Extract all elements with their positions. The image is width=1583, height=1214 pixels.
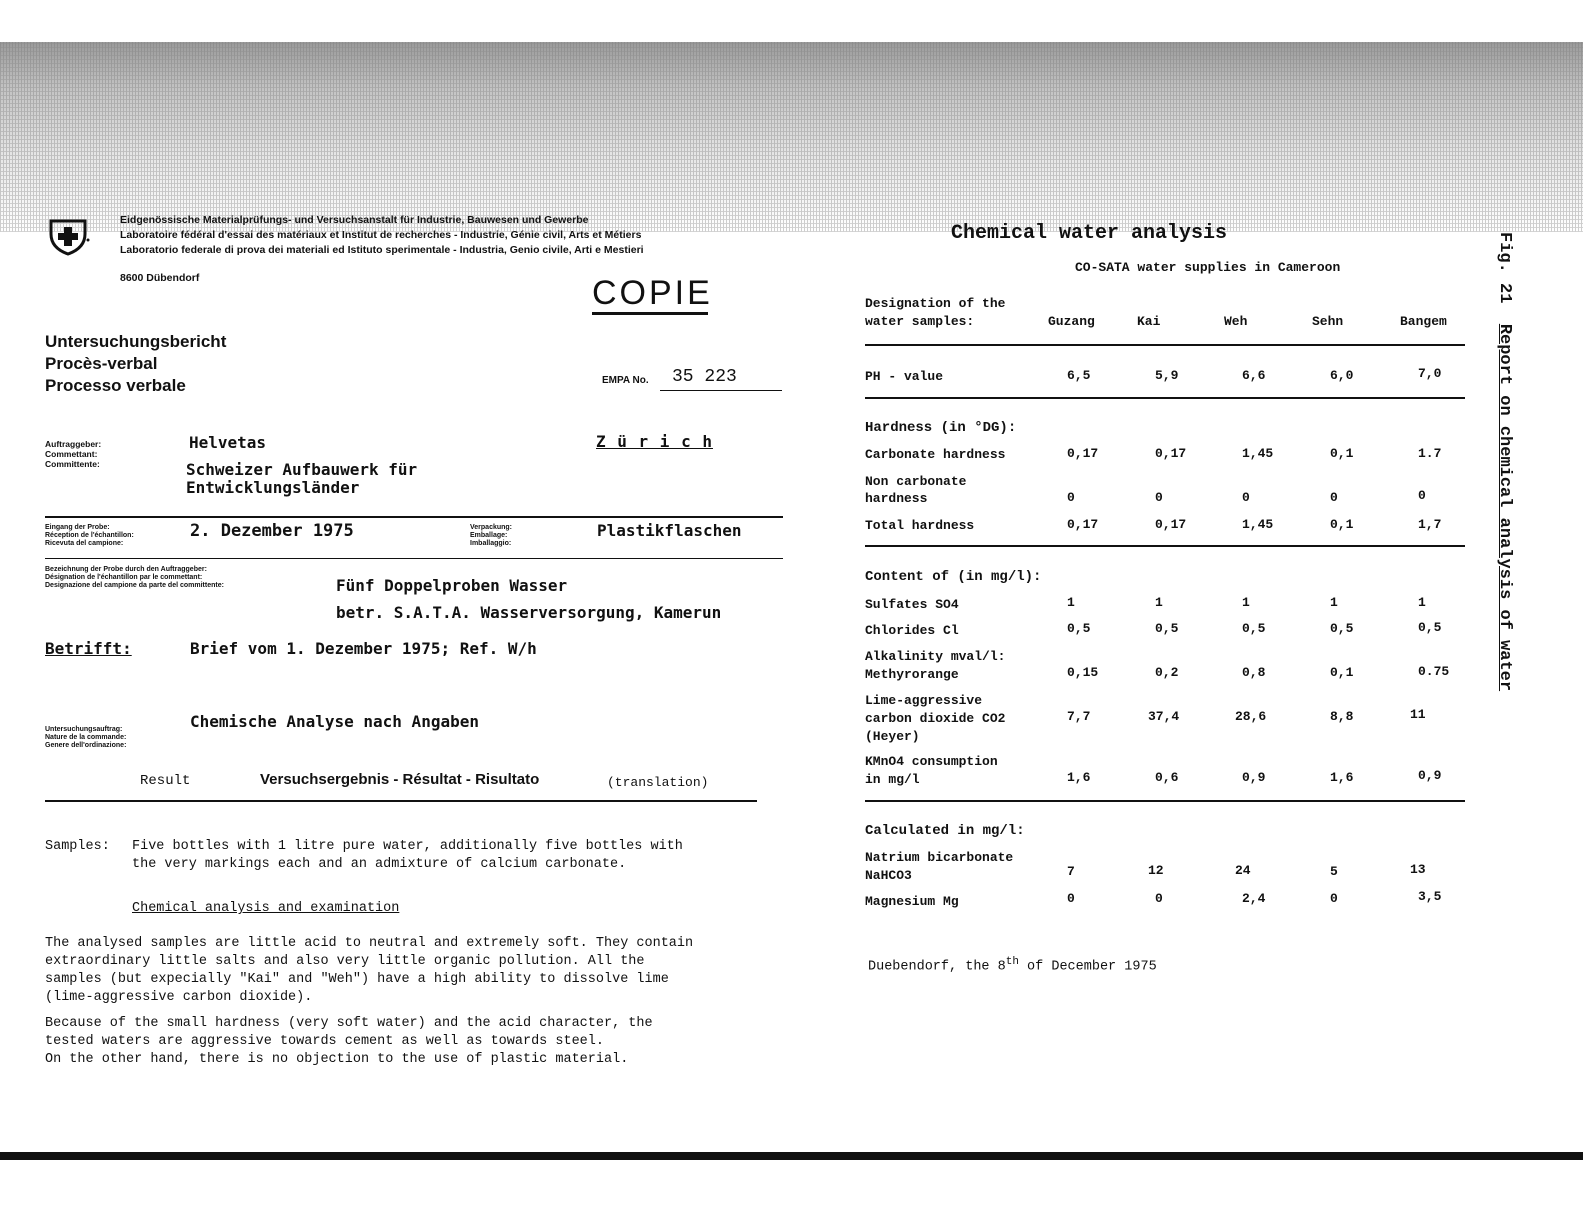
noncarb-label-line2: hardness <box>865 491 928 506</box>
carbonate-value: 0,17 <box>1155 446 1187 461</box>
kmno-value: 0,9 <box>1418 768 1442 783</box>
analysis-footer <box>868 953 1157 977</box>
lime-value: 28,6 <box>1235 709 1267 724</box>
chlorides-label: Chlorides Cl <box>865 623 959 638</box>
lime-value: 11 <box>1410 707 1426 722</box>
scan-noise-texture <box>0 42 1583 232</box>
section-heading: Chemical analysis and examination <box>132 901 400 916</box>
para1-line1: The analysed samples are little acid to neutral and extremely soft. They contain <box>45 936 694 951</box>
natrium-value: 13 <box>1410 862 1426 877</box>
order-value: Chemische Analyse nach Angaben <box>190 712 479 731</box>
sulfates-value: 1 <box>1067 595 1075 610</box>
lime-value: 7,7 <box>1067 709 1091 724</box>
institute-city: 8600 Dübendorf <box>120 272 200 284</box>
institute-line-it: Laboratorio federale di prova dei materiali ed Istituto sperimentale - Industria, Genio civile, Arti e Mestieri <box>120 244 644 256</box>
natrium-value: 12 <box>1148 863 1164 878</box>
natrium-value: 24 <box>1235 863 1251 878</box>
copie-stamp: COPIE <box>592 274 713 312</box>
sulfates-value: 1 <box>1330 595 1338 610</box>
para2-line2: tested waters are aggressive towards cement as well as towards steel. <box>45 1034 604 1049</box>
natrium-value: 5 <box>1330 864 1338 879</box>
alkalinity-value: 0,2 <box>1155 665 1179 680</box>
sulfates-value: 1 <box>1418 595 1426 610</box>
client-city: Z ü r i c h <box>596 432 713 451</box>
sulfates-value: 1 <box>1242 595 1250 610</box>
alkalinity-label-line1: Alkalinity mval/l: <box>865 649 1006 664</box>
natrium-label-line2: NaHCO3 <box>865 868 912 883</box>
carbonate-value: 0,1 <box>1330 446 1354 461</box>
client-label-it: Committente: <box>45 459 100 469</box>
divider-hardness <box>865 545 1465 547</box>
sample-name: Guzang <box>1048 314 1095 329</box>
natrium-value: 7 <box>1067 864 1075 879</box>
lime-label-line3: (Heyer) <box>865 729 920 744</box>
kmno-value: 1,6 <box>1067 770 1091 785</box>
ph-value: 6,6 <box>1242 368 1266 383</box>
para1-line2: extraordinary little salts and also very little organic pollution. All the <box>45 954 645 969</box>
institute-line-de: Eidgenössische Materialprüfungs- und Versuchsanstalt für Industrie, Bauwesen und Gewerbe <box>120 214 589 226</box>
report-title-de: Untersuchungsbericht <box>45 332 227 351</box>
order-label-it: Genere dell'ordinazione: <box>45 742 127 749</box>
carbonate-value: 1,45 <box>1242 446 1274 461</box>
ph-value: 7,0 <box>1418 366 1442 381</box>
figure-number: Fig. 21 <box>1495 232 1514 304</box>
total-value: 1,7 <box>1418 517 1442 532</box>
empa-label: EMPA No. <box>602 375 649 386</box>
magnesium-label: Magnesium Mg <box>865 894 959 909</box>
lime-label-line1: Lime-aggressive <box>865 693 983 708</box>
para1-line3: samples (but expecially "Kai" and "Weh") have a high ability to dissolve lime <box>45 972 669 987</box>
pack-label-de: Verpackung: <box>470 524 513 531</box>
chlorides-value: 0,5 <box>1242 621 1266 636</box>
total-value: 0,17 <box>1067 517 1099 532</box>
kmno-value: 0,9 <box>1242 770 1266 785</box>
divider-designation <box>45 558 783 559</box>
subject-value: Brief vom 1. Dezember 1975; Ref. W/h <box>190 639 537 658</box>
alkalinity-value: 0,1 <box>1330 665 1354 680</box>
para1-line4: (lime-aggressive carbon dioxide). <box>45 990 313 1005</box>
designation-line1: Fünf Doppelproben Wasser <box>336 576 568 595</box>
receipt-date: 2. Dezember 1975 <box>190 521 354 541</box>
hardness-header: Hardness (in °DG): <box>865 420 1017 436</box>
samples-line2: the very markings each and an admixture of calcium carbonate. <box>132 857 627 872</box>
calculated-header: Calculated in mg/l: <box>865 823 1025 839</box>
chlorides-value: 0,5 <box>1067 621 1091 636</box>
figure-caption <box>1495 232 1514 691</box>
chlorides-value: 0,5 <box>1418 620 1442 635</box>
kmno-value: 0,6 <box>1155 770 1179 785</box>
total-value: 1,45 <box>1242 517 1274 532</box>
analysis-subtitle: CO-SATA water supplies in Cameroon <box>1075 260 1341 275</box>
sulfates-label: Sulfates SO4 <box>865 597 959 612</box>
noncarb-value: 0 <box>1242 490 1250 505</box>
lime-value: 8,8 <box>1330 709 1354 724</box>
receipt-label-de: Eingang der Probe: <box>45 524 110 531</box>
samples-label: Samples: <box>45 839 110 854</box>
divider-receipt <box>45 516 783 518</box>
designation-header-line1: Designation of the <box>865 296 1006 311</box>
kmno-value: 1,6 <box>1330 770 1354 785</box>
empa-underline <box>660 390 782 391</box>
alkalinity-label-line2: Methyrorange <box>865 667 959 682</box>
packaging-value: Plastikflaschen <box>597 521 742 540</box>
ph-value: 6,0 <box>1330 368 1354 383</box>
alkalinity-value: 0,8 <box>1242 665 1266 680</box>
analysis-title: Chemical water analysis <box>951 222 1228 245</box>
order-label-de: Untersuchungsauftrag: <box>45 726 123 733</box>
sulfates-value: 1 <box>1155 595 1163 610</box>
magnesium-value: 0 <box>1330 891 1338 906</box>
chlorides-value: 0,5 <box>1330 621 1354 636</box>
client-label-de: Auftraggeber: <box>45 439 102 449</box>
kmno-label-line1: KMnO4 consumption <box>865 754 998 769</box>
noncarb-label-line1: Non carbonate <box>865 474 967 489</box>
total-label: Total hardness <box>865 518 975 533</box>
sample-name: Bangem <box>1400 314 1447 329</box>
carbonate-label: Carbonate hardness <box>865 447 1006 462</box>
divider-table-header <box>865 344 1465 346</box>
subject-label: Betrifft: <box>45 639 132 658</box>
noncarb-value: 0 <box>1067 490 1075 505</box>
result-left: Result <box>140 773 191 789</box>
designation-label-it: Designazione del campione da parte del committente: <box>45 582 224 589</box>
empa-number: 35 223 <box>672 367 737 387</box>
magnesium-value: 0 <box>1155 891 1163 906</box>
stamp-underline <box>592 312 708 315</box>
chlorides-value: 0,5 <box>1155 621 1179 636</box>
alkalinity-value: 0.75 <box>1418 664 1450 679</box>
report-title-it: Processo verbale <box>45 376 186 395</box>
content-header: Content of (in mg/l): <box>865 569 1042 585</box>
sample-name: Sehn <box>1312 314 1344 329</box>
designation-label-fr: Désignation de l'échantillon par le commettant: <box>45 574 203 581</box>
divider-content <box>865 800 1465 802</box>
magnesium-value: 3,5 <box>1418 889 1442 904</box>
total-value: 0,1 <box>1330 517 1354 532</box>
footer-sup: th <box>1005 956 1019 968</box>
designation-line2: betr. S.A.T.A. Wasserversorgung, Kamerun <box>336 603 722 622</box>
carbonate-value: 1.7 <box>1418 446 1442 461</box>
footer-end: of December 1975 <box>1027 959 1157 975</box>
client-name: Helvetas <box>189 433 267 452</box>
divider-result <box>45 800 757 802</box>
samples-line1: Five bottles with 1 litre pure water, additionally five bottles with <box>132 839 683 854</box>
footer-text: Duebendorf, the 8 <box>868 959 1006 975</box>
scan-bottom-band <box>0 1152 1583 1160</box>
pack-label-it: Imballaggio: <box>470 540 512 547</box>
institute-line-fr: Laboratoire fédéral d'essai des matériaux et Institut de recherches - Industrie, Génie civil, Arts et Métiers <box>120 229 642 241</box>
noncarb-value: 0 <box>1330 490 1338 505</box>
client-label-fr: Commettant: <box>45 449 98 459</box>
sample-name: Weh <box>1224 314 1248 329</box>
designation-label-de: Bezeichnung der Probe durch den Auftraggeber: <box>45 566 207 573</box>
ph-label: PH - value <box>865 369 944 384</box>
magnesium-value: 2,4 <box>1242 891 1266 906</box>
order-label-fr: Nature de la commande: <box>45 734 127 741</box>
para2-line3: On the other hand, there is no objection to the use of plastic material. <box>45 1052 629 1067</box>
report-title-fr: Procès-verbal <box>45 354 158 373</box>
lime-value: 37,4 <box>1148 709 1180 724</box>
noncarb-value: 0 <box>1155 490 1163 505</box>
figure-title: Report on chemical analysis of water <box>1495 323 1514 692</box>
lime-label-line2: carbon dioxide CO2 <box>865 711 1006 726</box>
divider-ph <box>865 397 1465 399</box>
ph-value: 6,5 <box>1067 368 1091 383</box>
natrium-label-line1: Natrium bicarbonate <box>865 850 1014 865</box>
total-value: 0,17 <box>1155 517 1187 532</box>
receipt-label-fr: Réception de l'échantillon: <box>45 532 134 539</box>
noncarb-value: 0 <box>1418 488 1426 503</box>
result-center: Versuchsergebnis - Résultat - Risultato <box>260 771 540 788</box>
result-right: (translation) <box>607 775 709 790</box>
client-org-line1: Schweizer Aufbauwerk für <box>186 460 418 479</box>
swiss-shield-icon <box>47 218 91 256</box>
carbonate-value: 0,17 <box>1067 446 1099 461</box>
kmno-label-line2: in mg/l <box>865 772 920 787</box>
receipt-label-it: Ricevuta del campione: <box>45 540 124 547</box>
alkalinity-value: 0,15 <box>1067 665 1099 680</box>
ph-value: 5,9 <box>1155 368 1179 383</box>
client-org-line2: Entwicklungsländer <box>186 478 360 497</box>
magnesium-value: 0 <box>1067 891 1075 906</box>
pack-label-fr: Emballage: <box>470 532 508 539</box>
sample-name: Kai <box>1137 314 1161 329</box>
para2-line1: Because of the small hardness (very soft water) and the acid character, the <box>45 1016 653 1031</box>
designation-header-line2: water samples: <box>865 314 975 329</box>
